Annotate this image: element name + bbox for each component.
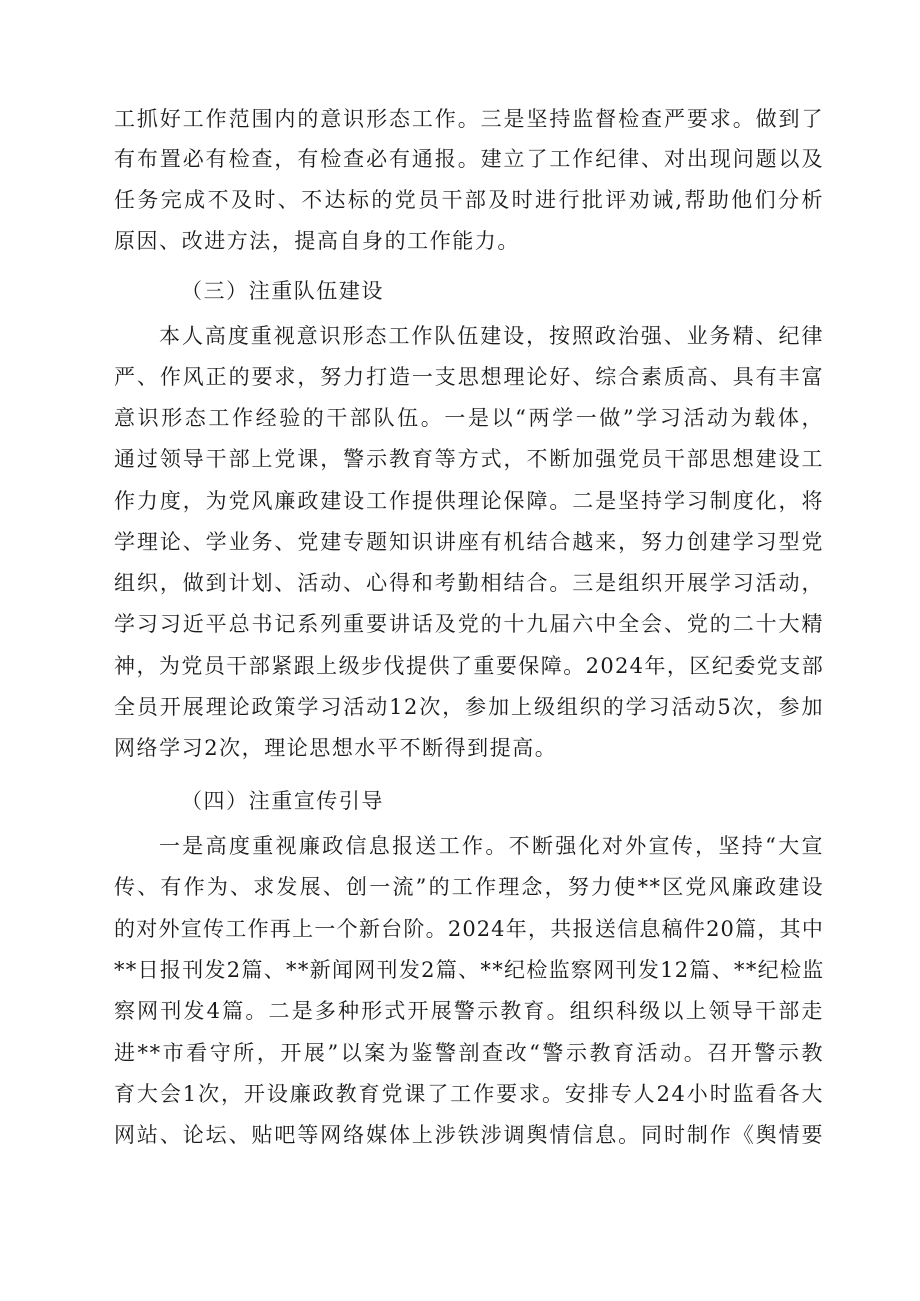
body-text-line: 组织，做到计划、活动、心得和考勤相结合。三是组织开展学习活动， bbox=[114, 571, 824, 595]
body-text-line: 网络学习2次，理论思想水平不断得到提高。 bbox=[114, 736, 558, 760]
body-text-line: 学理论、学业务、党建专题知识讲座有机结合越来，努力创建学习型党 bbox=[114, 530, 824, 554]
section-heading-4: （四）注重宣传引导 bbox=[181, 789, 384, 813]
body-text-line: 进**市看守所，开展”以案为鉴警剖查改“警示教育活动。召开警示教 bbox=[114, 1041, 824, 1065]
body-text-line: 意识形态工作经验的干部队伍。一是以“两学一做”学习活动为载体， bbox=[114, 406, 824, 430]
body-text-line: 工抓好工作范围内的意识形态工作。三是坚持监督检查严要求。做到了 bbox=[114, 107, 824, 131]
body-text-line: 学习习近平总书记系列重要讲话及党的十九届六中全会、党的二十大精 bbox=[114, 612, 824, 636]
body-text-line: 神，为党员干部紧跟上级步伐提供了重要保障。2024年，区纪委党支部 bbox=[114, 654, 824, 678]
body-text-line: 传、有作为、求发展、创一流”的工作理念，努力使**区党风廉政建设 bbox=[114, 875, 824, 899]
body-text-line: 任务完成不及时、不达标的党员干部及时进行批评劝诫,帮助他们分析 bbox=[114, 188, 824, 212]
body-text-line: 一是高度重视廉政信息报送工作。不断强化对外宣传，坚持“大宣 bbox=[159, 834, 824, 858]
body-text-line: 严、作风正的要求，努力打造一支思想理论好、综合素质高、具有丰富 bbox=[114, 365, 824, 389]
body-text-line: 作力度，为党风廉政建设工作提供理论保障。二是坚持学习制度化，将 bbox=[114, 489, 824, 513]
body-text-line: 通过领导干部上党课，警示教育等方式，不断加强党员干部思想建设工 bbox=[114, 447, 824, 471]
body-text-line: 本人高度重视意识形态工作队伍建设，按照政治强、业务精、纪律 bbox=[159, 324, 824, 348]
body-text-line: 网站、论坛、贴吧等网络媒体上涉铁涉调舆情信息。同时制作《舆情要 bbox=[114, 1123, 824, 1147]
body-text-line: 育大会1次，开设廉政教育党课了工作要求。安排专人24小时监看各大 bbox=[114, 1082, 824, 1106]
body-text-line: 察网刊发4篇。二是多种形式开展警示教育。组织科级以上领导干部走 bbox=[114, 999, 824, 1023]
body-text-line: 全员开展理论政策学习活动12次，参加上级组织的学习活动5次，参加 bbox=[114, 695, 824, 719]
body-text-line: **日报刊发2篇、**新闻网刊发2篇、**纪检监察网刊发12篇、**纪检监 bbox=[114, 958, 825, 982]
body-text-line: 原因、改进方法，提高自身的工作能力。 bbox=[114, 229, 520, 253]
body-text-line: 有布置必有检查，有检查必有通报。建立了工作纪律、对出现问题以及 bbox=[114, 147, 824, 171]
section-heading-3: （三）注重队伍建设 bbox=[181, 279, 384, 303]
body-text-line: 的对外宣传工作再上一个新台阶。2024年，共报送信息稿件20篇，其中 bbox=[114, 917, 824, 941]
